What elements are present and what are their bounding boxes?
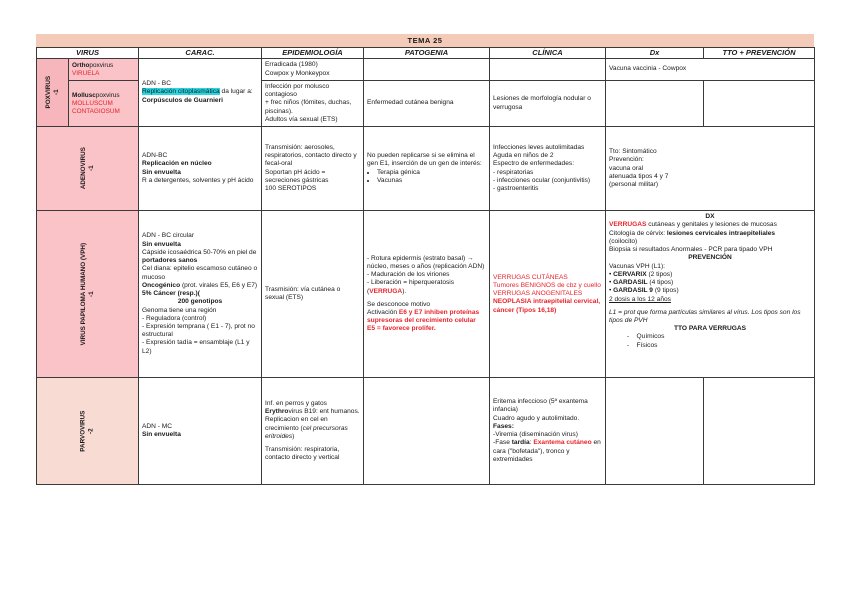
vph-carac-6: 200 genotipos [177,298,223,306]
adenovirus-cell [37,127,139,211]
parvo-clin-1: Eritema infeccioso (5ª exantema infancia) [493,398,588,414]
pox-ortho-epi-2: Cowpox y Monkeypox [265,69,330,77]
pox-carac-1: ADN - BC [142,80,171,88]
parvo-carac-cell [139,378,262,485]
adeno-carac-1: ADN-BC [142,152,168,160]
vph-clin-4: NEOPLASIA intraepitelial cervical, cáncer (Tipos 16,18) [493,298,601,314]
ortho-suffix: poxvirus [89,61,114,69]
vph-prev-2: 2 dosis a los 12 años [609,295,671,303]
pox-mollu-epi-1: Infección por molusco contagioso [265,83,330,99]
parvo-clin-cell [490,378,606,485]
parvo-clin-5b: tardía [511,439,530,447]
adeno-tto-1: Tto: Sintomático [609,148,657,156]
pox-carac-highlight: Replicación citoplasmática [142,88,220,96]
parvo-pat-cell [364,378,490,485]
adeno-carac-cell [139,127,262,211]
vph-carac-item: - Expresión tadía = ensamblaje (L1 y L2) [142,339,258,355]
vph-pat-4: Se desconoce motivo [367,300,431,308]
parvo-tto-cell [704,378,815,485]
vph-carac-5a: Oncogénico [142,281,181,289]
vph-clin-2: Tumores BENIGNOS de cbz y cuello [493,281,601,289]
adeno-tto-3: vacuna oral [609,164,644,172]
adeno-label: ADENOVIRUS [79,147,87,190]
pox-carac-3: Corpúsculos de Guarnieri [142,96,223,104]
mollu-species-1: MOLLUSCUM [72,99,113,107]
parvo-clin-5d: en cara ("bofetada"), tronco y extremidades [493,439,601,463]
header-dx: Dx [606,48,704,59]
parvo-epi-4: Transmisión: respiratoria, contacto directo y vertical [265,446,340,462]
parvo-num: -2 [87,428,95,434]
vph-dx-1r: VERRUGAS [609,221,647,229]
mollu-species-2: CONTAGIOSUM [72,107,120,115]
header-row [37,48,815,59]
vph-tto-title: TTO PARA VERRUGAS [673,325,747,333]
adeno-clin-1: Infecciones leves autolimitadas Aguda en niños de 2 [493,143,585,160]
header-clinica: CLÍNICA [490,48,606,59]
vph-vac-2t: (4 tipos) [647,279,674,287]
pox-mollu-pat: Enfermedad cutánea benigna [367,99,454,107]
pox-mollu-tto-cell [704,81,815,127]
parvo-clin-3: Fases: [493,422,514,430]
adeno-num: -1 [87,165,95,172]
parvo-clin-4: -Viremia (diseminación virus) [493,431,578,439]
pox-mollu-clin-cell [490,81,606,127]
vph-carac-3: Cápside icosaédrica 50-70% en piel de [142,248,257,256]
header-tto-prevencion: TTO + PREVENCIÓN [704,48,815,59]
parvo-dx-cell [606,378,704,485]
pox-mollu-epi-2: + frec niños (fómites, duchas, piscinas). [265,99,352,115]
vph-carac-5b: (prot. virales E5, E6 y E7) [180,281,258,289]
parvo-label: PARVOVIRUS [79,410,87,452]
vph-carac-7: Genoma tiene una región [142,306,217,314]
vph-clin-1: VERRUGAS CUTÁNEAS [493,273,568,281]
vph-pat-2: - Maduración de los viriones [367,271,450,279]
pox-ortho-pat-cell [364,59,490,81]
vph-carac-item: - Expresión temprana ( E1 - 7), prot no estructural [142,323,258,339]
vph-dx-4: Biopsia si resultados Anormales - PCR para tipado VPH [609,246,773,254]
pox-mollu-epi-3: Adultos vía sexual (ETS) [265,115,338,123]
parvo-epi-1: Inf. en perros y gatos [265,399,327,407]
adeno-clin-item: - respiratorias [493,169,602,177]
adeno-pat-cell [364,127,490,211]
header-epidemiologia: EPIDEMIOLOGÍA [262,48,364,59]
pox-mollu-dx-cell [606,81,704,127]
parvo-clin-2: Cuadro agudo y autolimitado. [493,414,580,422]
adenovirus-row [37,127,815,211]
adeno-clin-cell [490,127,606,211]
poxvirus-ortho-row [37,59,815,81]
vph-dx-title: DX [705,213,715,221]
header-patogenia: PATOGENIA [364,48,490,59]
parvo-carac-1: ADN - MC [142,422,173,430]
adeno-clin-item: - infecciones ocular (conjuntivitis) [493,177,602,185]
vph-label: VIRUS PAPILOMA HUMANO (VPH) [80,242,88,346]
vph-carac-4: Cel diana: epitelio escamoso cutáneo o mucoso [142,265,258,281]
poxvirus-carac-cell [139,59,262,127]
vph-dx-1: cutáneas y genitales y lesiones de mucosas [646,221,777,229]
vph-clin-3: VERRUGAS ANOGENITALES [493,290,583,298]
parvo-clin-5r: Exantema cutáneo [533,439,592,447]
vph-prev-1: Vacunas VPH (L1): [609,262,665,270]
vph-clin-cell [490,211,606,378]
adeno-tto-cell [606,127,815,211]
parvo-clin-5c: : [529,439,534,447]
vph-tto-item: Físicos [636,341,658,349]
vph-vac-1t: (2 tipos) [646,270,673,278]
vph-pat-5: Activación [367,309,399,317]
vph-pat-6r: E5 = favorece prolifer. [367,325,436,333]
vph-dx-3: (coilocito) [609,237,638,245]
vph-carac-item: - Reguladora (control) [142,315,258,323]
adeno-carac-2: Replicación en núcleo [142,160,212,168]
pox-ortho-dx-cell [606,59,815,81]
adeno-tto-5: (personal militar) [609,181,659,189]
vph-dx-2: Citología de cérvix: [609,229,667,237]
notes-sheet [36,34,814,485]
parvo-epi-3e: ) [292,432,295,440]
adeno-tto-2: Prevención: [609,156,644,164]
mollu-prefix: Mollu [72,91,89,99]
adeno-clin-2: Espectro de enfermedades: [493,160,575,168]
poxvirus-num: -1 [53,89,61,96]
vph-carac-2: Sin envuelta [142,240,181,248]
adeno-tto-4: atenuada tipos 4 y 7 [609,172,669,180]
orthopoxvirus-cell [69,59,139,81]
vph-pat-3r: VERRUGA [369,287,403,295]
vph-carac-3b: portadores sanos [142,257,198,265]
pox-mollu-pat-cell [364,81,490,127]
adeno-epi-cell [262,127,364,211]
adeno-pat-item: • Vacunas [377,177,486,185]
adeno-epi-2: Soportan pH ácido = secreciones gástricas [265,168,329,184]
parvo-epi-2b: virus B19: ent humanos. [288,408,360,416]
poxvirus-family-cell [37,59,69,127]
parvo-carac-2: Sin envuelta [142,431,181,439]
header-carac: CARAC. [139,48,262,59]
adeno-pat-1: No pueden replicarse si se elimina el gen E1, inserción de un gen de interés: [367,152,482,168]
vph-pat-3e: ). [402,287,407,295]
pox-ortho-clin-cell [490,59,606,81]
ortho-species: VIRUELA [72,69,100,77]
vph-carac-1: ADN - BC circular [142,232,195,240]
page-title: TEMA 25 [36,34,814,47]
parvovirus-cell [37,378,139,485]
vph-num: -1 [88,291,96,297]
pox-ortho-dx: Vacuna vaccinia - Cowpox [609,65,687,73]
pox-mollu-clin: Lesiones de morfología nodular o verrugosa [493,95,591,111]
molluscipoxvirus-cell [69,81,139,127]
ortho-prefix: Ortho [72,61,90,69]
adeno-clin-item: - gastroenteritis [493,185,602,193]
vph-prev-title: PREVENCIÓN [688,254,732,262]
adeno-pat-item: • Terapia génica [377,169,486,177]
vph-vac-3t: (9 tipos) [652,287,679,295]
parvo-epi-3: Replicacion en cel en crecimiento ( [265,416,328,432]
vph-prev-3: L1 = prot que forma partículas similares al virus. Los tipos son los tipos de PVH [609,308,801,324]
vph-pat-3: - Liberación = hiperqueratosis ( [367,279,455,295]
parvo-epi-cell [262,378,364,485]
adeno-carac-3: Sin envuelta [142,168,181,176]
vph-cell [37,211,139,378]
vph-carac-5c: 5% Cáncer (resp.)( [142,290,200,298]
pox-carac-2: da lugar a: [219,88,253,96]
vph-pat-cell [364,211,490,378]
vph-dx-tto-cell: DX VERRUGAS cutáneas y genitales y lesiones de mucosas Citología de cérvix: lesiones cervicales intraepiteliales (coilocito) Biopsia si resultados Anormales - PCR para tipado VPH PREVENCIÓN Vacunas VPH (L1): • CERVARIX (2 tipos) • GARDASIL (4 tipos) • GARDASIL 9 (9 tipos) 2 dosis a los 12 años L1 = prot que forma partículas similares al virus. Los tipos son los tipos de PVH TTO PARA VERRUGAS - Químicos - Físicos [606,211,815,378]
parvo-epi-3i: cel precursoras eritroides [265,424,348,440]
vph-vac-2: GARDASIL [613,279,648,287]
vph-tto-item: Químicos [636,333,665,341]
parvo-epi-2a: Erythro [265,408,289,416]
parvovirus-row [37,378,815,485]
vph-epi: Trasmisión: vía cutánea o sexual (ETS) [265,285,341,302]
adeno-epi-3: 100 SEROTIPOS [265,185,317,193]
vph-pat-1: - Rotura epidermis (estrato basal) → núcleo, meses o años (replicación ADN) [367,254,485,270]
vph-dx-2b: lesiones cervicales intraepiteliales [666,229,776,237]
vph-epi-cell [262,211,364,378]
virus-table [36,47,815,485]
mollu-suffix: poxvirus [95,91,120,99]
mollu-mid: sc [88,91,96,99]
adeno-epi-1: Transmisión: aerosoles, respiratorios, contacto directo y fecal-oral [265,143,357,168]
vph-carac-cell [139,211,262,378]
pox-mollu-epi-cell [262,81,364,127]
pox-ortho-epi-1: Erradicada (1980) [265,61,318,69]
header-virus: VIRUS [37,48,139,59]
parvo-clin-5a: -Fase [493,439,512,447]
vph-pat-5r: E6 y E7 inhiben proteínas supresoras del crecimiento celular [367,309,480,325]
adeno-carac-4: R a detergentes, solventes y pH ácido [142,176,254,184]
vph-row [37,211,815,378]
vph-vac-3: GARDASIL 9 [613,287,653,295]
pox-ortho-epi-cell [262,59,364,81]
vph-vac-1: CERVARIX [613,270,647,278]
poxvirus-label: POXVIRUS [45,76,53,109]
